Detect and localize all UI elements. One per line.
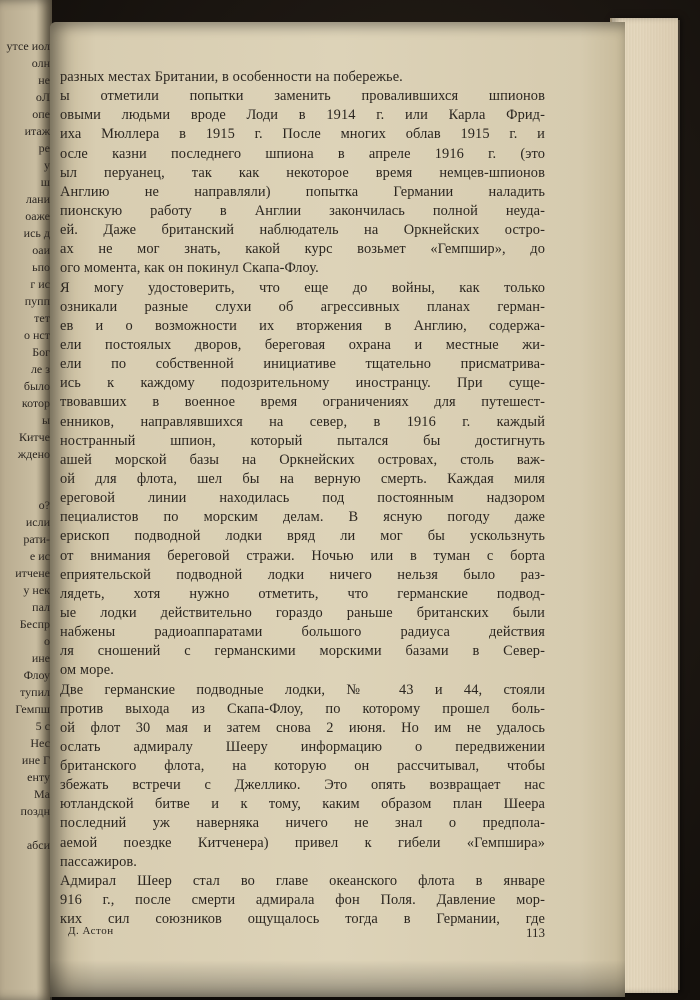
- text-line: ись к каждому подозрительному иностранцу. При суще-: [60, 375, 545, 392]
- text-line: енников, направлявшихся на север, в 1916 г. каждый: [60, 413, 545, 430]
- left-page-fragment: ле з: [30, 362, 50, 376]
- left-page-fragment: Гемпш: [15, 702, 50, 716]
- left-page-fragment: утсе иол: [6, 39, 50, 53]
- left-page-fragment: абси: [26, 838, 50, 852]
- left-page-fragment: пупп: [24, 294, 50, 308]
- left-page-fragment: ш: [40, 175, 50, 189]
- text-line: осле казни последнего шпиона в апреле 1916 г. (это: [60, 145, 545, 162]
- left-page-fragment: котор: [21, 396, 50, 410]
- left-page-fragment: Китче: [18, 430, 50, 444]
- text-line: иха Мюллера в 1915 г. После многих облав 1915 г. и: [60, 126, 545, 143]
- text-line: озникали разные слухи об агрессивных планах герман-: [60, 298, 545, 315]
- text-line: Англию не направляли) попытка Германии наладить: [60, 183, 545, 200]
- text-line: ы отметили попытки заменить провалившихся шпионов: [60, 88, 545, 105]
- text-line: твовавших в военное время ограничениях для путешест-: [60, 394, 545, 411]
- left-page-fragment: ись д: [23, 226, 50, 240]
- text-line: аемой поездке Китченера) привел к гибели «Гемпшира»: [60, 834, 545, 851]
- text-line: ностранный шпион, который пытался бы достигнуть: [60, 432, 545, 449]
- left-page-fragment: Беспр: [19, 617, 50, 631]
- text-line: Адмирал Шеер стал во главе океанского флота в январе: [60, 872, 545, 889]
- left-page-fragment: Ма: [34, 787, 50, 801]
- left-page-text-fragments: [0, 38, 52, 854]
- text-line: последний уж наверняка ничего не знал о предпола-: [60, 815, 545, 832]
- left-page-fragment: оаже: [25, 209, 50, 223]
- left-page-fragment: опе: [32, 107, 50, 121]
- text-line: ля сношений с германскими морскими базами в Север-: [60, 643, 545, 660]
- text-line: от внимания береговой стражи. Ночью или в туман с борта: [60, 547, 545, 564]
- text-line: Две германские подводные лодки, № 43 и 44, стояли: [60, 681, 545, 698]
- left-page-fragment: оаи: [32, 243, 50, 257]
- left-page-fragment: лани: [25, 192, 50, 206]
- text-line: лядеть, хотя нужно отметить, что германские подвод-: [60, 585, 545, 602]
- text-line: Я могу удостоверить, что еще до войны, как только: [60, 279, 545, 296]
- text-line: пециалистов по морским делам. В ясную погоду даже: [60, 509, 545, 526]
- left-page-fragment: пал: [32, 600, 50, 614]
- left-page-fragment: ьпо: [32, 260, 50, 274]
- footer-author: Д. Астон: [68, 925, 114, 937]
- left-page-fragment: у: [44, 158, 50, 172]
- text-line: разных местах Британии, в особенности на побережье.: [60, 69, 403, 85]
- left-page-fragment: [0, 463, 50, 480]
- left-page-fragment: итаж: [24, 124, 50, 138]
- text-line: ютландской битве и к тому, каким образом план Шеера: [60, 796, 545, 813]
- left-page-fragment: Флоу: [23, 668, 50, 682]
- left-page-fragment: [0, 480, 50, 497]
- text-line: ом море.: [60, 662, 114, 679]
- text-line: збежать встречи с Джеллико. Это опять возвращает нас: [60, 777, 545, 794]
- left-page-fragment: рати-: [23, 532, 50, 546]
- text-line: набжены радиоаппаратами большого радиуса действия: [60, 624, 545, 641]
- text-line: против выхода из Скапа-Флоу, по которому прошел боль-: [60, 700, 545, 717]
- left-page-fragment: Бог: [32, 345, 50, 359]
- left-page-fragment: е ис: [29, 549, 50, 563]
- text-line: ели по собственной инициативе тщательно присматрива-: [60, 356, 545, 373]
- left-page-fragment: ре: [38, 141, 50, 155]
- left-page-fragment: ы: [41, 413, 50, 427]
- left-page-fragment: тет: [34, 311, 50, 325]
- text-line: ах не мог знать, какой курс возьмет «Гемпшир», до: [60, 241, 545, 258]
- text-line: ей. Даже британский наблюдатель на Оркнейских остро-: [60, 222, 545, 239]
- left-page-fragment: оЛ: [35, 90, 50, 104]
- text-line: 916 г., после смерти адмирала фон Поля. Давление мор-: [60, 892, 545, 909]
- page-body-text: [60, 68, 545, 929]
- left-page-fragment: г ис: [30, 277, 50, 291]
- text-line: пионскую работу в Англии закончилась полной неуда-: [60, 202, 545, 219]
- text-line: ев и о возможности их вторжения в Англию, содержа-: [60, 317, 545, 334]
- left-page-fragment: олн: [31, 56, 50, 70]
- text-line: ереговой линии находилась под постоянным надзором: [60, 490, 545, 507]
- left-facing-page: [0, 0, 52, 1000]
- page-footer: [60, 925, 545, 945]
- left-page-fragment: енту: [27, 770, 50, 784]
- left-page-fragment: [0, 820, 50, 837]
- text-line: британского флота, на которую он рассчитывал, чтобы: [60, 758, 545, 775]
- text-line: ослать адмиралу Шееру информацию о передвижении: [60, 738, 545, 755]
- text-line: ашей морской базы на Оркнейских островах, столь важ-: [60, 451, 545, 468]
- left-page-fragment: Нес: [30, 736, 50, 750]
- left-page-fragment: ине Г: [21, 753, 50, 767]
- text-line: ой для флота, шел бы на верную смерть. Каждая миля: [60, 470, 545, 487]
- text-line: ыл перуанец, так как некоторое время немцев-шпионов: [60, 164, 545, 181]
- left-page-fragment: было: [23, 379, 50, 393]
- left-page-fragment: о: [44, 634, 50, 648]
- left-page-fragment: не: [38, 73, 50, 87]
- text-line: еприятельской подводной лодки ничего нельзя было раз-: [60, 566, 545, 583]
- left-page-fragment: о?: [38, 498, 50, 512]
- left-page-fragment: итчене: [15, 566, 50, 580]
- text-line: ой флот 30 мая и затем снова 2 июня. Но им не удалось: [60, 719, 545, 736]
- text-line: овыми людьми вроде Лоди в 1914 г. или Карла Фрид-: [60, 107, 545, 124]
- left-page-fragment: о нст: [24, 328, 50, 342]
- left-page-fragment: ине: [31, 651, 50, 665]
- page-number: 113: [525, 925, 545, 940]
- left-page-fragment: у нек: [23, 583, 50, 597]
- bottom-shadow: [50, 960, 625, 1000]
- left-page-fragment: тупил: [20, 685, 50, 699]
- left-page-fragment: 5 с: [35, 719, 50, 733]
- text-line: ые лодки действительно гораздо раньше британских были: [60, 604, 545, 621]
- left-page-fragment: поздн: [20, 804, 50, 818]
- text-line: пассажиров.: [60, 853, 137, 870]
- text-line: ких сил союзников ощущалось тогда в Германии, где: [60, 911, 545, 928]
- page-stack-shade: [640, 20, 680, 990]
- text-line: ого момента, как он покинул Скапа-Флоу.: [60, 260, 319, 277]
- left-page-fragment: исли: [25, 515, 50, 529]
- text-line: ерископ подводной лодки вряд ли мог бы ускользнуть: [60, 528, 545, 545]
- left-page-fragment: ждено: [17, 447, 50, 461]
- text-line: ели постоялых дворов, береговая охрана и местные жи-: [60, 336, 545, 353]
